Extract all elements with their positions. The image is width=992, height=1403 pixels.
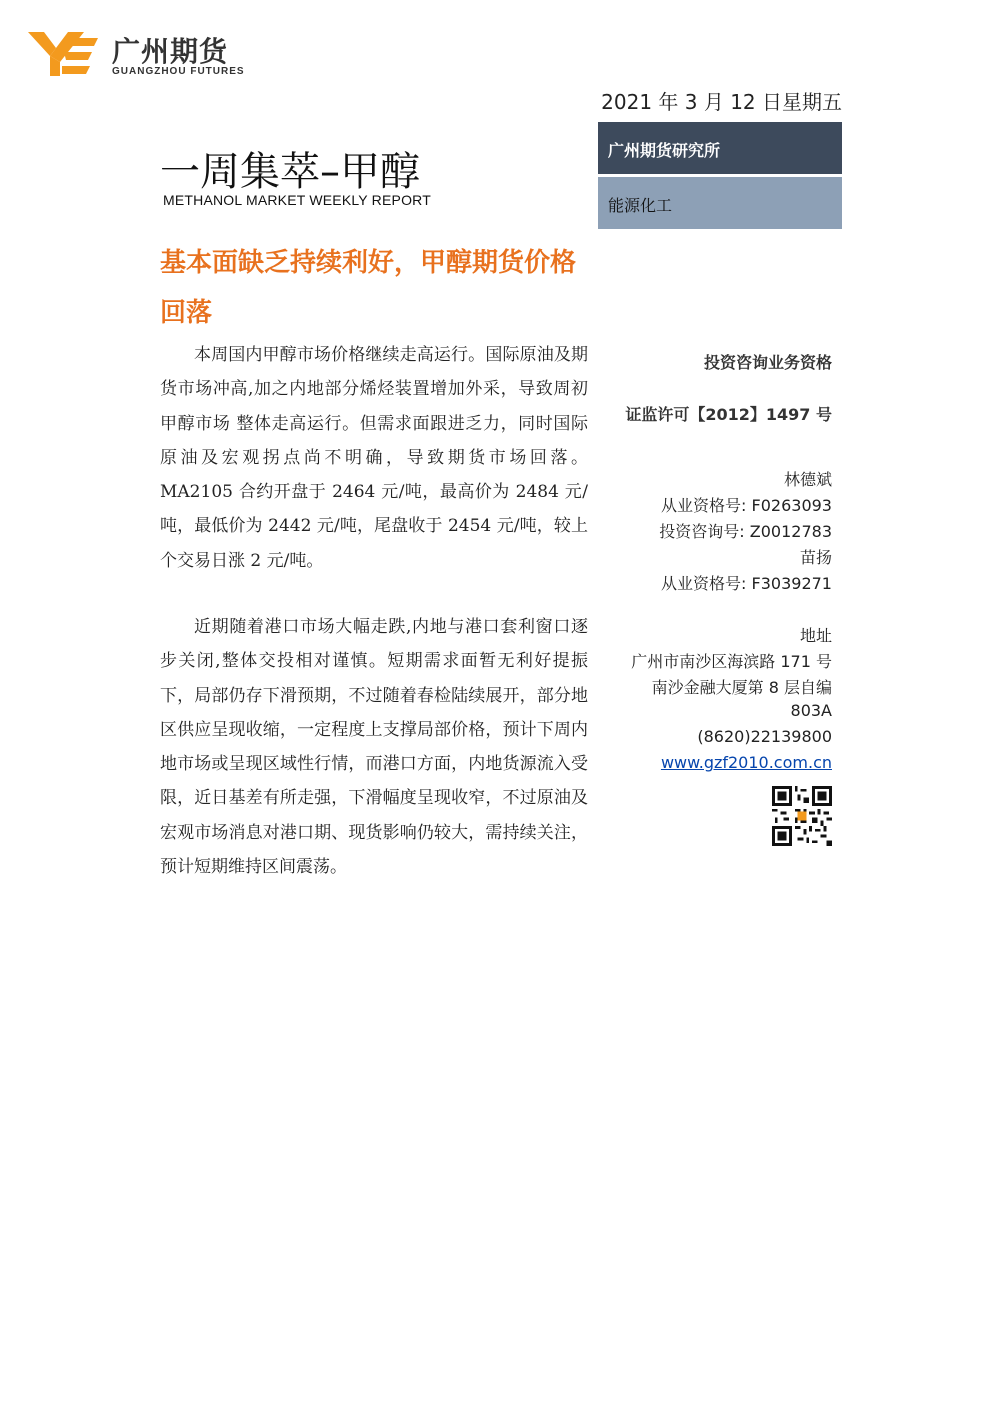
logo-name-cn: 广州期货 (112, 35, 229, 68)
qualification-label: 投资咨询业务资格 (703, 353, 832, 372)
body-paragraph-1: 本周国内甲醇市场价格继续走高运行。国际原油及期货市场冲高,加之内地部分烯烃装置增加外采，导致周初甲醇市场 整体走高运行。但需求面跟进乏力，同时国际原油及宏观拐点尚不明确，导致期货市场回落。MA2105 合约开盘于 2464 元/吨，最高价为 2484 元/吨，最低价为 2442 元/吨，尾盘收于 2454 元/吨，较上个交易日涨 2 元/吨。 (160, 345, 588, 571)
logo-name-en: GUANGZHOU FUTURES (112, 66, 245, 77)
sector-banner (598, 177, 842, 229)
address-label: 地址 (799, 626, 832, 645)
body-paragraph-2: 近期随着港口市场大幅走跌,内地与港口套利窗口逐步关闭,整体交投相对谨慎。短期需求面暂无利好提振下，局部仍存下滑预期，不过随着春检陆续展开，部分地区供应呈现收缩，一定程度上支撑局部价格，预计下周内地市场或呈现区域性行情，而港口方面，内地货源流入受限，近日基差有所走强，下滑幅度呈现收窄，不过原油及宏观市场消息对港口期、现货影响仍较大，需持续关注，预计短期维持区间震荡。 (160, 617, 588, 878)
qr-code-icon (772, 786, 832, 846)
analyst-name-1: 林德斌 (783, 470, 832, 489)
address-line-2: 南沙金融大厦第 8 层自编 (651, 678, 832, 697)
address-line-1: 广州市南沙区海滨路 171 号 (631, 652, 832, 671)
analyst-2-practice-id: 从业资格号: F3039271 (661, 574, 832, 593)
sector-label: 能源化工 (608, 196, 673, 215)
company-logo (26, 28, 266, 84)
report-title: 一周集萃–甲醇 (160, 149, 420, 195)
license-number: 证监许可【2012】1497 号 (625, 405, 832, 424)
analyst-1-practice-id: 从业资格号: F0263093 (661, 496, 832, 515)
address-line-3: 803A (790, 701, 832, 720)
phone-number: (8620)22139800 (697, 727, 832, 746)
analyst-name-2: 苗扬 (799, 548, 832, 567)
institute-label: 广州期货研究所 (608, 141, 721, 160)
gzf-logo-icon (26, 28, 106, 80)
headline: 基本面缺乏持续利好，甲醇期货价格回落 (160, 248, 577, 328)
report-subtitle: METHANOL MARKET WEEKLY REPORT (163, 192, 431, 208)
website-link[interactable]: www.gzf2010.com.cn (660, 753, 832, 772)
analyst-1-advisory-id: 投资咨询号: Z0012783 (659, 522, 832, 541)
institute-banner (598, 122, 842, 174)
report-date: 2021 年 3 月 12 日星期五 (601, 90, 842, 114)
